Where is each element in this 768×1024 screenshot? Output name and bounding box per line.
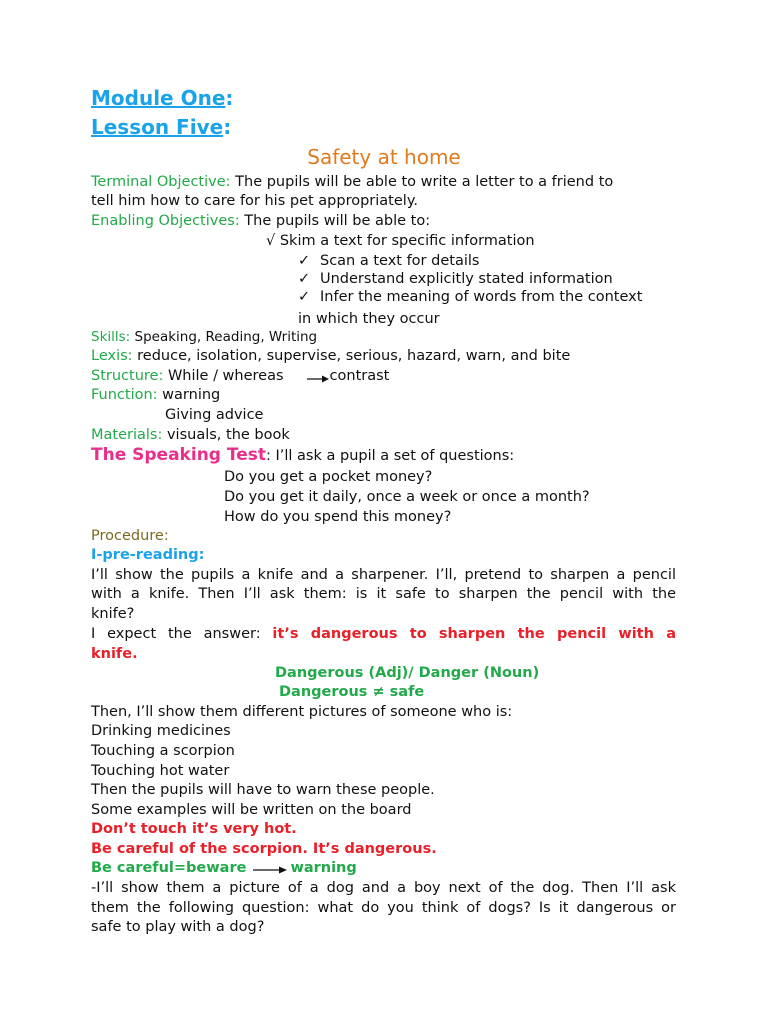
beware-text: Be careful=beware [91, 860, 247, 876]
expect-line [91, 624, 676, 644]
paragraph-line: safe to play with a dog? [91, 919, 265, 935]
materials-text: visuals, the book [162, 427, 290, 443]
vocab-line: Dangerous (Adj)/ Danger (Noun) [275, 665, 540, 681]
warning-example: Be careful of the scorpion. It’s dangerous. [91, 841, 437, 857]
objective-item [298, 251, 479, 271]
beware-warning: warning [290, 860, 357, 876]
structure-label: Structure: [91, 368, 164, 384]
question: How do you spend this money? [224, 509, 452, 525]
paragraph-line: them the following question: what do you think of dogs? Is it dangerous or [91, 900, 676, 916]
objective-item-cont: in which they occur [298, 311, 440, 327]
paragraph-line: I’ll show the pupils a knife and a sharpener. I’ll, pretend to sharpen a pencil [91, 567, 676, 583]
structure-line [91, 366, 389, 386]
question: Do you get a pocket money? [224, 469, 433, 485]
check-icon: ✓ [298, 271, 311, 287]
module-heading [91, 84, 233, 112]
colon: : [225, 86, 234, 110]
text-line: Some examples will be written on the board [91, 802, 412, 818]
objective-item-text: Understand explicitly stated information [320, 271, 613, 287]
terminal-text: The pupils will be able to write a letter to a friend to [230, 174, 614, 190]
function-text: warning [157, 387, 221, 403]
lexis-text: reduce, isolation, supervise, serious, hazard, warn, and bite [132, 348, 571, 364]
enabling-objectives [91, 211, 430, 231]
text-line: Then the pupils will have to warn these people. [91, 782, 435, 798]
question: Do you get it daily, once a week or once a month? [224, 489, 590, 505]
objective-item-text: Infer the meaning of words from the context [320, 289, 643, 305]
speaking-test-text: : I’ll ask a pupil a set of questions: [266, 448, 515, 464]
objective-item: √ Skim a text for specific information [266, 233, 535, 249]
skills-label: Skills: [91, 329, 131, 345]
objective-item-text: Scan a text for details [320, 253, 480, 269]
function-label: Function: [91, 387, 158, 403]
function-line [91, 385, 220, 405]
check-icon: ✓ [298, 253, 311, 269]
paragraph-line: with a knife. Then I’ll ask them: is it safe to sharpen the pencil with the [91, 586, 676, 602]
terminal-objective [91, 172, 613, 192]
paragraph-line: knife? [91, 606, 135, 622]
arrow-icon [252, 864, 288, 876]
speaking-test-label: The Speaking Test [91, 445, 266, 465]
text-line: Then, I’ll show them different pictures of someone who is: [91, 704, 513, 720]
text-line: Touching a scorpion [91, 743, 235, 759]
text-line: Touching hot water [91, 763, 230, 779]
structure-text: While / whereas [163, 368, 284, 384]
skills-text: Speaking, Reading, Writing [130, 329, 318, 345]
lexis-line [91, 346, 570, 366]
document-title: Safety at home [307, 145, 461, 169]
beware-line [91, 858, 357, 878]
materials-label: Materials: [91, 427, 163, 443]
terminal-label: Terminal Objective: [91, 174, 231, 190]
terminal-objective-cont: tell him how to care for his pet appropriately. [91, 193, 418, 209]
text-line: Drinking medicines [91, 723, 231, 739]
expect-text: I expect the answer: [91, 626, 273, 642]
lesson-title: Lesson Five [91, 115, 224, 139]
module-title: Module One [91, 86, 226, 110]
enabling-text: The pupils will be able to: [239, 213, 431, 229]
colon: : [223, 115, 232, 139]
lesson-heading [91, 113, 231, 141]
speaking-test-line [91, 445, 514, 466]
objective-item [298, 269, 613, 289]
expected-answer: it’s dangerous to sharpen the pencil with a [272, 626, 676, 642]
function-line2: Giving advice [165, 407, 264, 423]
check-icon: ✓ [298, 289, 311, 305]
skills-line [91, 327, 317, 347]
enabling-label: Enabling Objectives: [91, 213, 240, 229]
procedure-label: Procedure: [91, 528, 169, 544]
vocab-line: Dangerous ≠ safe [279, 684, 425, 700]
paragraph-line: -I’ll show them a picture of a dog and a boy next of the dog. Then I’ll ask [91, 880, 676, 896]
materials-line [91, 425, 290, 445]
arrow-icon [306, 373, 330, 385]
warning-example: Don’t touch it’s very hot. [91, 821, 297, 837]
objective-item [298, 287, 642, 307]
lexis-label: Lexis: [91, 348, 133, 364]
pre-reading-label: I-pre-reading: [91, 547, 205, 563]
expected-answer-cont: knife. [91, 646, 138, 662]
structure-contrast: contrast [329, 368, 390, 384]
